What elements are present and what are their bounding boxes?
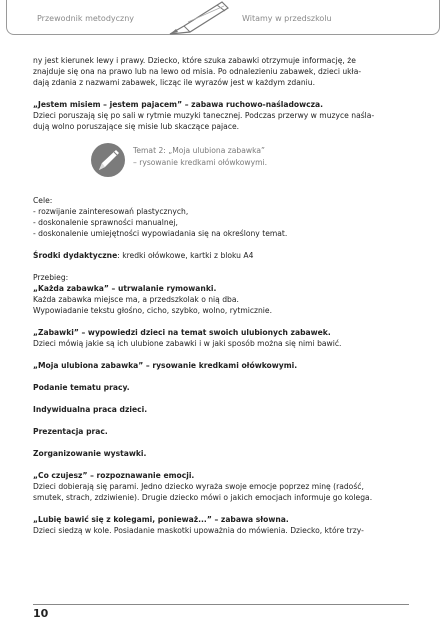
materials-line xyxy=(33,250,409,261)
text-line: Dzieci poruszają się po sali w rytmie muzyki tanecznej. Podczas przerwy w muzyce naśla- xyxy=(33,111,375,120)
goal-item: - rozwijanie zainteresowań plastycznych, xyxy=(33,207,189,216)
step-title: Zorganizowanie wystawki. xyxy=(33,449,147,458)
footer-divider xyxy=(33,604,409,605)
goals-title: Cele: xyxy=(33,196,53,205)
game-title: „Jestem misiem – jestem pajacem” – zabawa ruchowo-naśladowcza. xyxy=(33,100,324,109)
theme-line: – rysowanie kredkami ołówkowymi. xyxy=(133,158,268,167)
theme-banner xyxy=(33,143,409,185)
text-line: Dzieci mówią jakie są ich ulubione zabawki i w jaki sposób można się nimi bawić. xyxy=(33,339,342,348)
step-section xyxy=(33,327,409,349)
step-title: „Moja ulubiona zabawka” – rysowanie kredkami ołówkowymi. xyxy=(33,361,298,370)
step-section xyxy=(33,470,409,503)
materials-label: Środki dydaktyczne xyxy=(33,251,118,260)
text-line: ny jest kierunek lewy i prawy. Dziecko, które szuka zabawki otrzymuje informację, że xyxy=(33,56,356,65)
page-content xyxy=(33,55,409,536)
step-title: „Co czujesz” – rozpoznawanie emocji. xyxy=(33,471,195,480)
text-line: Dzieci siedzą w kole. Posiadanie maskotki upoważnia do mówienia. Dziecko, które trzy- xyxy=(33,526,364,535)
text-line: znajduje się ona na prawo lub na lewo od misia. Po odnalezieniu zabawek, dzieci ukła- xyxy=(33,67,362,76)
course-title: Przebieg: xyxy=(33,273,69,282)
pencil-icon xyxy=(162,0,232,36)
step-title: Indywidualna praca dzieci. xyxy=(33,405,148,414)
text-line: dają zdania z nazwami zabawek, licząc ile wyrazów jest w każdym zdaniu. xyxy=(33,78,316,87)
goal-item: - doskonalenie sprawności manualnej, xyxy=(33,218,178,227)
step-title: „Lubię bawić się z kolegami, ponieważ...” – zabawa słowna. xyxy=(33,515,289,524)
text-line: Dzieci dobierają się parami. Jedno dziecko wyraża swoje emocje poprzez minę (radość, xyxy=(33,482,364,491)
header-right-title: Witamy w przedszkolu xyxy=(242,14,332,23)
goals-section xyxy=(33,195,409,239)
text-line: Wypowiadanie tekstu głośno, cicho, szybko, wolno, rytmicznie. xyxy=(33,306,272,315)
course-section xyxy=(33,272,409,316)
step-title: „Każda zabawka” – utrwalanie rymowanki. xyxy=(33,284,217,293)
step-title: Podanie tematu pracy. xyxy=(33,383,130,392)
text-line: Każda zabawka miejsce ma, a przedszkolak o nią dba. xyxy=(33,295,239,304)
materials-text: : kredki ołówkowe, kartki z bloku A4 xyxy=(117,251,254,260)
intro-paragraph xyxy=(33,55,409,88)
header-left-title: Przewodnik metodyczny xyxy=(37,14,135,23)
step-section xyxy=(33,514,409,536)
step-title: „Zabawki” – wypowiedzi dzieci na temat swoich ulubionych zabawek. xyxy=(33,328,331,337)
theme-line: Temat 2: „Moja ulubiona zabawka” xyxy=(133,146,265,155)
text-line: smutek, strach, zdziwienie). Drugie dziecko mówi o jakich emocjach informuje go kolega. xyxy=(33,493,373,502)
step-title: Prezentacja prac. xyxy=(33,427,108,436)
page-number: 10 xyxy=(33,607,49,620)
goal-item: - doskonalenie umiejętności wypowiadania się na określony temat. xyxy=(33,229,288,238)
theme-pencil-icon xyxy=(91,143,125,177)
theme-title xyxy=(133,145,267,169)
game-section xyxy=(33,99,409,132)
text-line: dują wolno poruszające się misie lub skaczące pajace. xyxy=(33,122,240,131)
